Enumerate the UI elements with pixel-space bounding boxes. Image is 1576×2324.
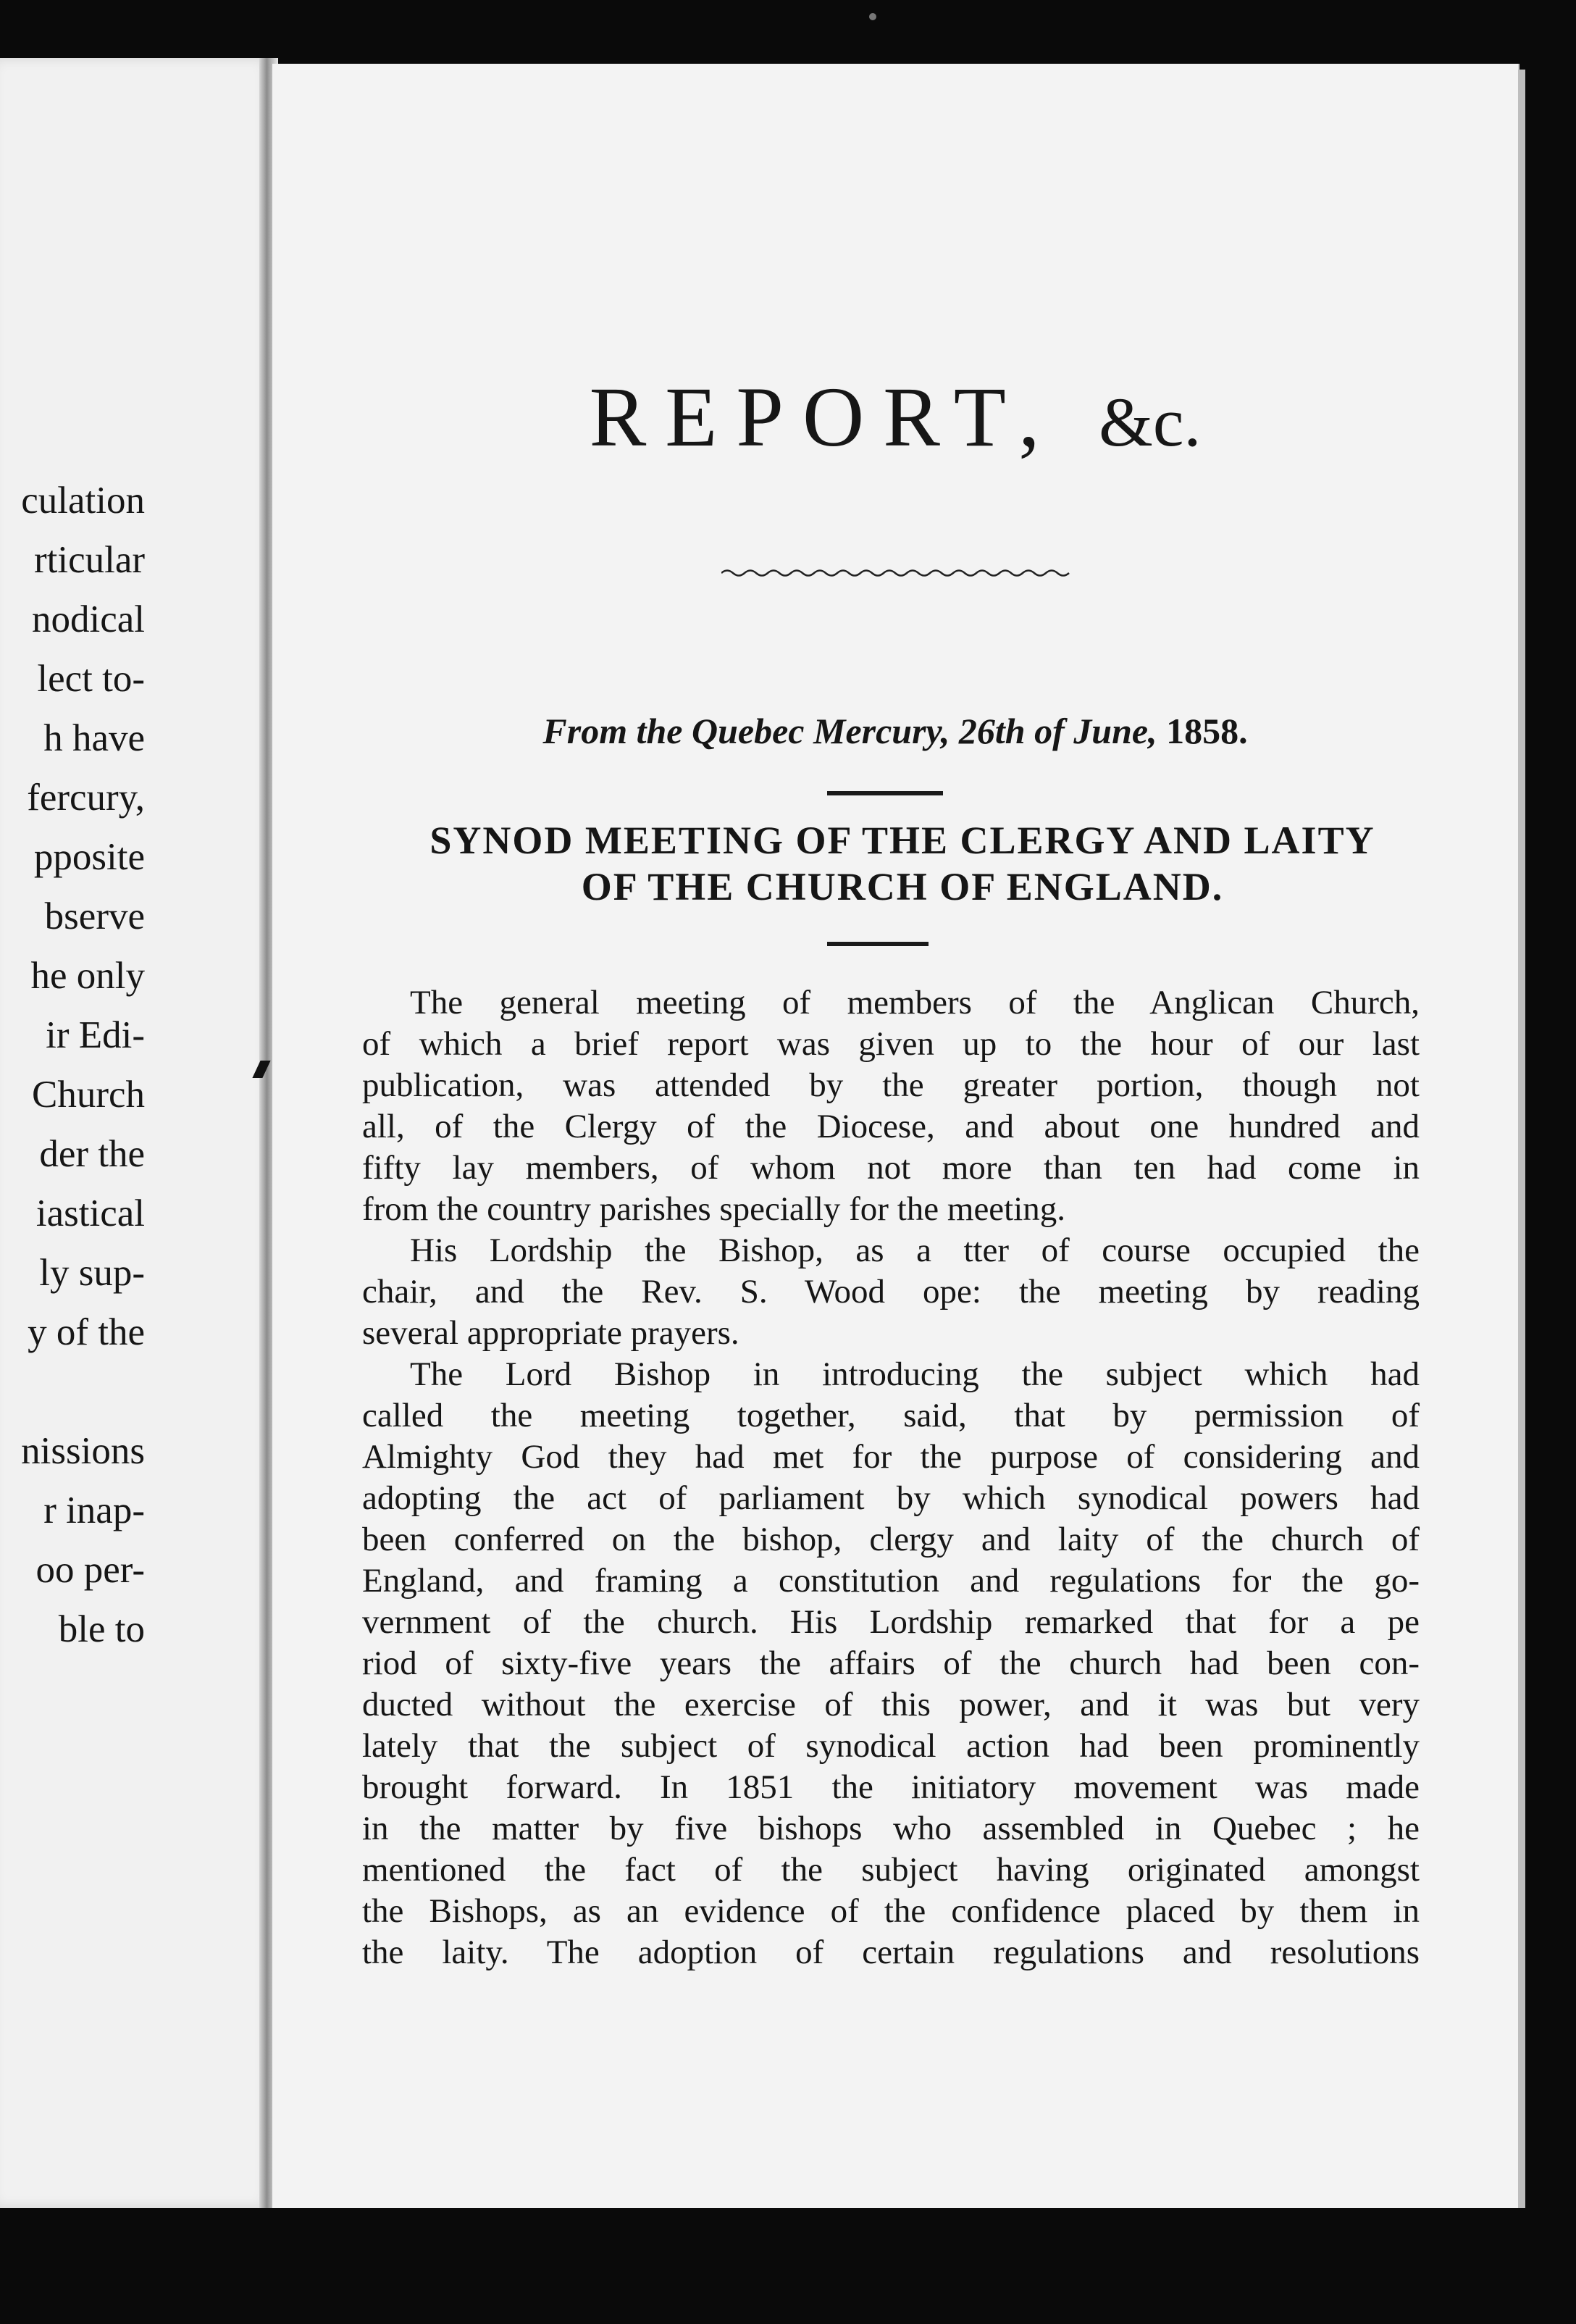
body-text-line: adopting the act of parliament by which synodical powers had	[362, 1479, 1420, 1517]
body-text-line: called the meeting together, said, that by permission of	[362, 1397, 1420, 1434]
body-text-line: lately that the subject of synodical action had been prominently	[362, 1727, 1420, 1765]
left-page-line: iastical	[35, 1192, 145, 1234]
article-headline	[359, 817, 1446, 910]
left-page-line: nodical	[32, 598, 145, 640]
left-page-line: nissions	[21, 1430, 145, 1472]
left-page-line: oo per-	[35, 1549, 145, 1591]
body-text-line: His Lordship the Bishop, as a tter of course occupied the	[410, 1232, 1420, 1269]
body-text-line: of which a brief report was given up to the hour of our last	[362, 1025, 1420, 1063]
body-text-line: been conferred on the bishop, clergy and laity of the church of	[362, 1521, 1420, 1558]
source-year: 1858.	[1166, 711, 1248, 751]
body-text-line: The general meeting of members of the Anglican Church,	[410, 984, 1420, 1021]
left-page-line: ly sup-	[39, 1252, 145, 1294]
left-page-line: lect to-	[37, 658, 145, 700]
left-facing-page	[0, 58, 274, 2208]
body-text-line: brought forward. In 1851 the initiatory movement was made	[362, 1768, 1420, 1806]
body-text-line: several appropriate prayers.	[362, 1314, 739, 1352]
title-main: REPORT,	[589, 369, 1059, 464]
body-text-line: Almighty God they had met for the purpose of considering and	[362, 1438, 1420, 1476]
divider-rule-bottom	[827, 942, 929, 946]
left-page-line: bserve	[44, 895, 145, 937]
body-text-line: vernment of the church. His Lordship remarked that for a pe	[362, 1603, 1420, 1641]
dust-speck	[869, 13, 876, 20]
divider-rule-top	[827, 791, 943, 795]
article-body	[362, 982, 1420, 1973]
ornamental-wavy-rule	[721, 565, 1076, 581]
body-text-line: the laity. The adoption of certain regulations and resolutions	[362, 1934, 1420, 1971]
left-page-line: culation	[21, 480, 145, 522]
left-page-line: r inap-	[43, 1489, 145, 1531]
body-text-line: the Bishops, as an evidence of the confidence placed by them in	[362, 1892, 1420, 1930]
left-page-line: pposite	[33, 836, 145, 878]
left-page-line: he only	[30, 955, 145, 997]
body-text-line: England, and framing a constitution and regulations for the go-	[362, 1562, 1420, 1600]
title-etc: &c.	[1099, 383, 1202, 461]
body-text-line: all, of the Clergy of the Diocese, and about one hundred and	[362, 1108, 1420, 1145]
left-page-line: Church	[31, 1074, 145, 1116]
left-page-line: der the	[39, 1133, 145, 1175]
left-page-text	[0, 471, 145, 1659]
left-page-line: ble to	[58, 1608, 145, 1650]
body-text-line: mentioned the fact of the subject having originated amongst	[362, 1851, 1420, 1889]
left-page-line: h have	[43, 717, 145, 759]
left-page-line: y of the	[28, 1311, 145, 1353]
headline-line-2: OF THE CHURCH OF ENGLAND.	[581, 865, 1224, 908]
left-page-line: fercury,	[27, 777, 145, 819]
body-text-line: ducted without the exercise of this power, and it was but very	[362, 1686, 1420, 1723]
left-page-line: rticular	[33, 539, 145, 581]
body-text-line: The Lord Bishop in introducing the subject which had	[410, 1355, 1420, 1393]
source-line	[272, 710, 1518, 752]
body-text-line: fifty lay members, of whom not more than ten had come in	[362, 1149, 1420, 1187]
left-page-line: ir Edi-	[46, 1014, 145, 1056]
source-date: 26th of June,	[958, 711, 1157, 751]
page-title	[272, 368, 1518, 467]
body-text-line: in the matter by five bishops who assembled in Quebec ; he	[362, 1810, 1420, 1847]
body-text-line: publication, was attended by the greater portion, though not	[362, 1066, 1420, 1104]
right-page	[272, 64, 1518, 2208]
source-prefix: From the Quebec Mercury,	[542, 711, 950, 751]
body-text-line: chair, and the Rev. S. Wood ope: the meeting by reading	[362, 1273, 1420, 1311]
left-page-line	[0, 1362, 145, 1421]
headline-line-1: SYNOD MEETING OF THE CLERGY AND LAITY	[429, 819, 1375, 862]
body-text-line: from the country parishes specially for the meeting.	[362, 1190, 1066, 1228]
body-text-line: riod of sixty-five years the affairs of the church had been con-	[362, 1644, 1420, 1682]
page-edge-shadow	[1518, 70, 1525, 2208]
